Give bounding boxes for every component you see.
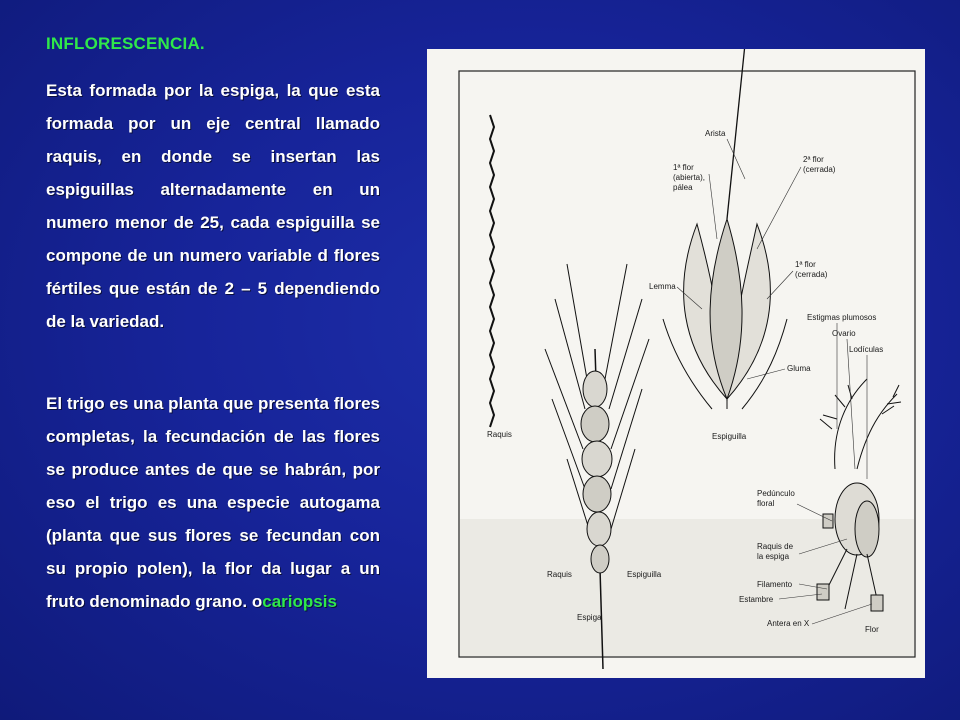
label-flor1-cerrada: 1ª flor [795, 260, 816, 269]
label-estambre: Estambre [739, 595, 774, 604]
paragraph-trigo [46, 387, 380, 618]
label-flor1-abierta-3: pálea [673, 183, 693, 192]
label-espiguilla-bottom: Espiguilla [627, 570, 662, 579]
label-raquis-left: Raquis [487, 430, 512, 439]
cariopsis-highlight: cariopsis [262, 592, 337, 611]
label-raquis-bottom: Raquis [547, 570, 572, 579]
label-lemma: Lemma [649, 282, 676, 291]
label-lodiculas: Lodículas [849, 345, 884, 354]
label-arista: Arista [705, 129, 726, 138]
label-estigmas: Estigmas plumosos [807, 313, 877, 322]
label-flor: Flor [865, 625, 879, 634]
label-espiguilla-caption: Espiguilla [712, 432, 747, 441]
label-raquis-espiga: Raquis de [757, 542, 794, 551]
slide-title: INFLORESCENCIA. [46, 34, 205, 53]
label-flor2: 2ª flor [803, 155, 824, 164]
label-antera: Antera en X [767, 619, 810, 628]
label-flor1-abierta-2: (abierta), [673, 173, 706, 182]
wheat-diagram [427, 49, 925, 678]
label-ovario: Ovario [832, 329, 856, 338]
label-raquis-espiga-b: la espiga [757, 552, 790, 561]
label-flor1-cerrada-b: (cerrada) [795, 270, 828, 279]
paragraph-trigo-text: El trigo es una planta que presenta flores completas, la fecundación de las flores se produce antes de que se habrán, por eso el trigo es una especie autogama (planta que sus flores se fecundan con su propio polen), la flor da lugar a un fruto denominado grano. o [46, 394, 380, 611]
espiguilla-drawing [663, 49, 787, 409]
wheat-inflorescence-figure [427, 49, 925, 678]
label-flor1-abierta: 1ª flor [673, 163, 694, 172]
label-flor2-b: (cerrada) [803, 165, 836, 174]
label-filamento: Filamento [757, 580, 793, 589]
raquis-drawing [490, 115, 494, 427]
paragraph-espiga: Esta formada por la espiga, la que esta formada por un eje central llamado raquis, en donde se insertan las espiguillas alternadamente en un numero menor de 25, cada espiguilla se compone de un numero variable d flores fértiles que están de 2 – 5 dependiendo de la variedad. [46, 81, 380, 331]
label-espiga: Espiga [577, 613, 602, 622]
label-gluma: Gluma [787, 364, 811, 373]
label-pedunculo: Pedúnculo [757, 489, 795, 498]
label-pedunculo-b: floral [757, 499, 775, 508]
